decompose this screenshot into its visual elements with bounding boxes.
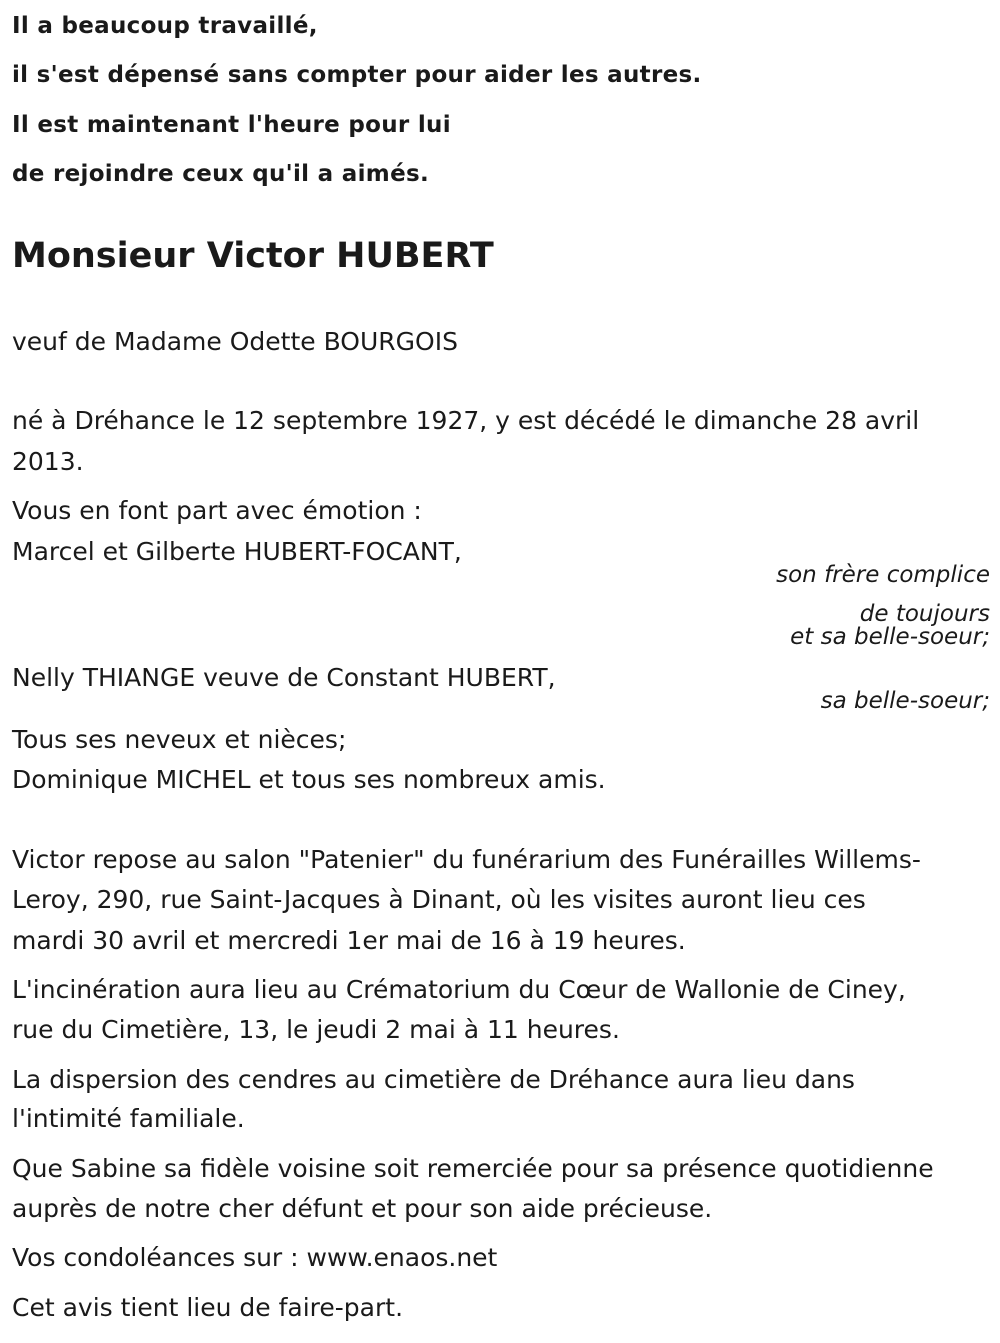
announcement-intro: Vous en font part avec émotion : [12, 496, 422, 525]
family-member-relation: de toujours [859, 601, 990, 627]
family-member-relation: son frère complice [776, 562, 990, 588]
condolences-line: Vos condoléances sur : www.enaos.net [12, 1243, 498, 1272]
thanks-line: auprès de notre cher défunt et pour son aide précieuse. [12, 1194, 713, 1223]
poem-line: de rejoindre ceux qu'il a aimés. [12, 161, 429, 187]
cremation-line: L'incinération aura lieu au Crématorium du Cœur de Wallonie de Ciney, [12, 975, 906, 1004]
dispersion-line: La dispersion des cendres au cimetière de Dréhance aura lieu dans [12, 1065, 855, 1094]
family-member-relation: et sa belle-soeur; [790, 624, 990, 650]
thanks-line: Que Sabine sa fidèle voisine soit remerciée pour sa présence quotidienne [12, 1154, 934, 1183]
poem-line: Il est maintenant l'heure pour lui [12, 112, 451, 138]
birth-death-line: né à Dréhance le 12 septembre 1927, y est décédé le dimanche 28 avril [12, 406, 920, 435]
visitation-line: Victor repose au salon "Patenier" du funérarium des Funérailles Willems- [12, 845, 921, 874]
widower-of: veuf de Madame Odette BOURGOIS [12, 327, 458, 356]
closing-line: Cet avis tient lieu de faire-part. [12, 1293, 404, 1322]
family-member-names: Marcel et Gilberte HUBERT-FOCANT, [12, 537, 462, 566]
deceased-name: Monsieur Victor HUBERT [12, 236, 494, 276]
visitation-line: Leroy, 290, rue Saint-Jacques à Dinant, où les visites auront lieu ces [12, 885, 866, 914]
poem-line: il s'est dépensé sans compter pour aider les autres. [12, 62, 702, 88]
cremation-line: rue du Cimetière, 13, le jeudi 2 mai à 11 heures. [12, 1015, 620, 1044]
family-member-relation: sa belle-soeur; [820, 688, 990, 714]
others-line: Tous ses neveux et nièces; [12, 725, 347, 754]
visitation-line: mardi 30 avril et mercredi 1er mai de 16 à 19 heures. [12, 926, 686, 955]
poem-line: Il a beaucoup travaillé, [12, 13, 318, 39]
dispersion-line: l'intimité familiale. [12, 1104, 245, 1133]
family-member-names: Nelly THIANGE veuve de Constant HUBERT, [12, 663, 556, 692]
others-line: Dominique MICHEL et tous ses nombreux amis. [12, 765, 606, 794]
birth-death-line: 2013. [12, 447, 84, 476]
